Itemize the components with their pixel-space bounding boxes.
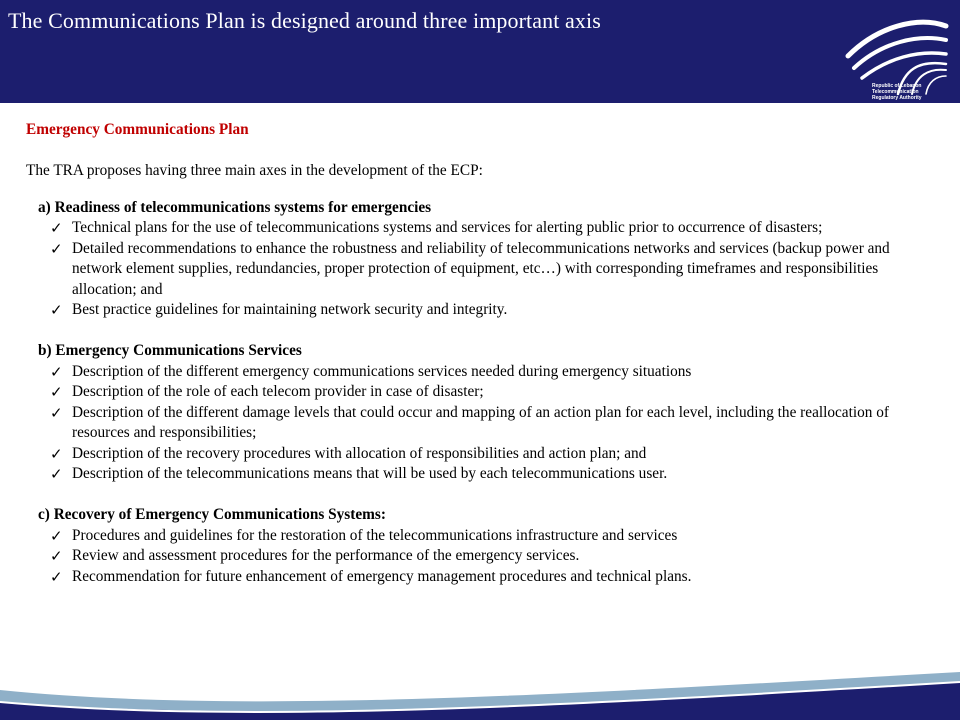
- slide-title: The Communications Plan is designed around three important axis: [8, 8, 601, 33]
- logo-caption: [872, 83, 942, 101]
- list-item: [50, 300, 936, 321]
- checkmark-icon: ✓: [50, 362, 63, 381]
- section-readiness: [38, 198, 936, 321]
- list-item: [50, 218, 936, 239]
- list-item-text: Detailed recommendations to enhance the robustness and reliability of telecommunications networks and services (backup power and network element supplies, redundancies, proper protection of equipment, etc…) with corresponding timeframes and responsibilities allocation; and: [72, 239, 890, 298]
- list-item-text: Description of the role of each telecom provider in case of disaster;: [72, 383, 484, 400]
- checklist: [38, 526, 936, 588]
- logo-caption-line: Republic of Lebanon: [872, 83, 922, 89]
- list-item: [50, 362, 936, 383]
- checkmark-icon: ✓: [50, 567, 63, 586]
- logo-caption-line: Regulatory Authority: [872, 95, 922, 101]
- list-item-text: Description of the different damage levels that could occur and mapping of an action plan for each level, including the reallocation of resources and responsibilities;: [72, 403, 889, 441]
- checklist: [38, 362, 936, 485]
- list-item: [50, 239, 936, 301]
- list-item-text: Review and assessment procedures for the performance of the emergency services.: [72, 547, 580, 564]
- list-item-text: Description of the different emergency communications services needed during emergency situations: [72, 362, 692, 380]
- swoosh-decoration-icon: [0, 672, 960, 720]
- checkmark-icon: ✓: [50, 465, 63, 483]
- section-heading: c) Recovery of Emergency Communications Systems:: [38, 506, 386, 523]
- checkmark-icon: ✓: [50, 239, 63, 258]
- logo-caption-line: Telecommunication: [872, 89, 919, 95]
- section-heading: b) Emergency Communications Services: [38, 342, 302, 359]
- list-item: [50, 546, 936, 567]
- intro-text: The TRA proposes having three main axes in the development of the ECP:: [26, 162, 483, 179]
- slide-header: [0, 0, 960, 103]
- checkmark-icon: ✓: [50, 383, 63, 401]
- checkmark-icon: ✓: [50, 526, 63, 545]
- checklist: [38, 218, 936, 321]
- list-item: [50, 567, 936, 588]
- section-heading: a) Readiness of telecommunications systems for emergencies: [38, 198, 432, 216]
- list-item-text: Recommendation for future enhancement of emergency management procedures and technical plans.: [72, 567, 692, 585]
- checkmark-icon: ✓: [50, 403, 63, 422]
- checkmark-icon: ✓: [50, 547, 63, 565]
- list-item-text: Description of the recovery procedures with allocation of responsibilities and action plan; and: [72, 444, 647, 462]
- list-item: [50, 464, 936, 485]
- list-item: [50, 526, 936, 547]
- list-item: [50, 403, 936, 444]
- list-item-text: Description of the telecommunications means that will be used by each telecommunications user.: [72, 465, 668, 482]
- list-item-text: Procedures and guidelines for the restoration of the telecommunications infrastructure and services: [72, 526, 678, 544]
- checkmark-icon: ✓: [50, 219, 63, 237]
- list-item-text: Technical plans for the use of telecommunications systems and services for alerting public prior to occurrence of disasters;: [72, 219, 823, 236]
- section-services: [38, 341, 936, 485]
- section-recovery: [38, 505, 936, 587]
- checkmark-icon: ✓: [50, 301, 63, 319]
- plan-title: Emergency Communications Plan: [26, 121, 249, 138]
- slide-body: [26, 120, 936, 587]
- checkmark-icon: ✓: [50, 444, 63, 463]
- list-item-text: Best practice guidelines for maintaining network security and integrity.: [72, 301, 508, 318]
- list-item: [50, 382, 936, 403]
- list-item: [50, 444, 936, 465]
